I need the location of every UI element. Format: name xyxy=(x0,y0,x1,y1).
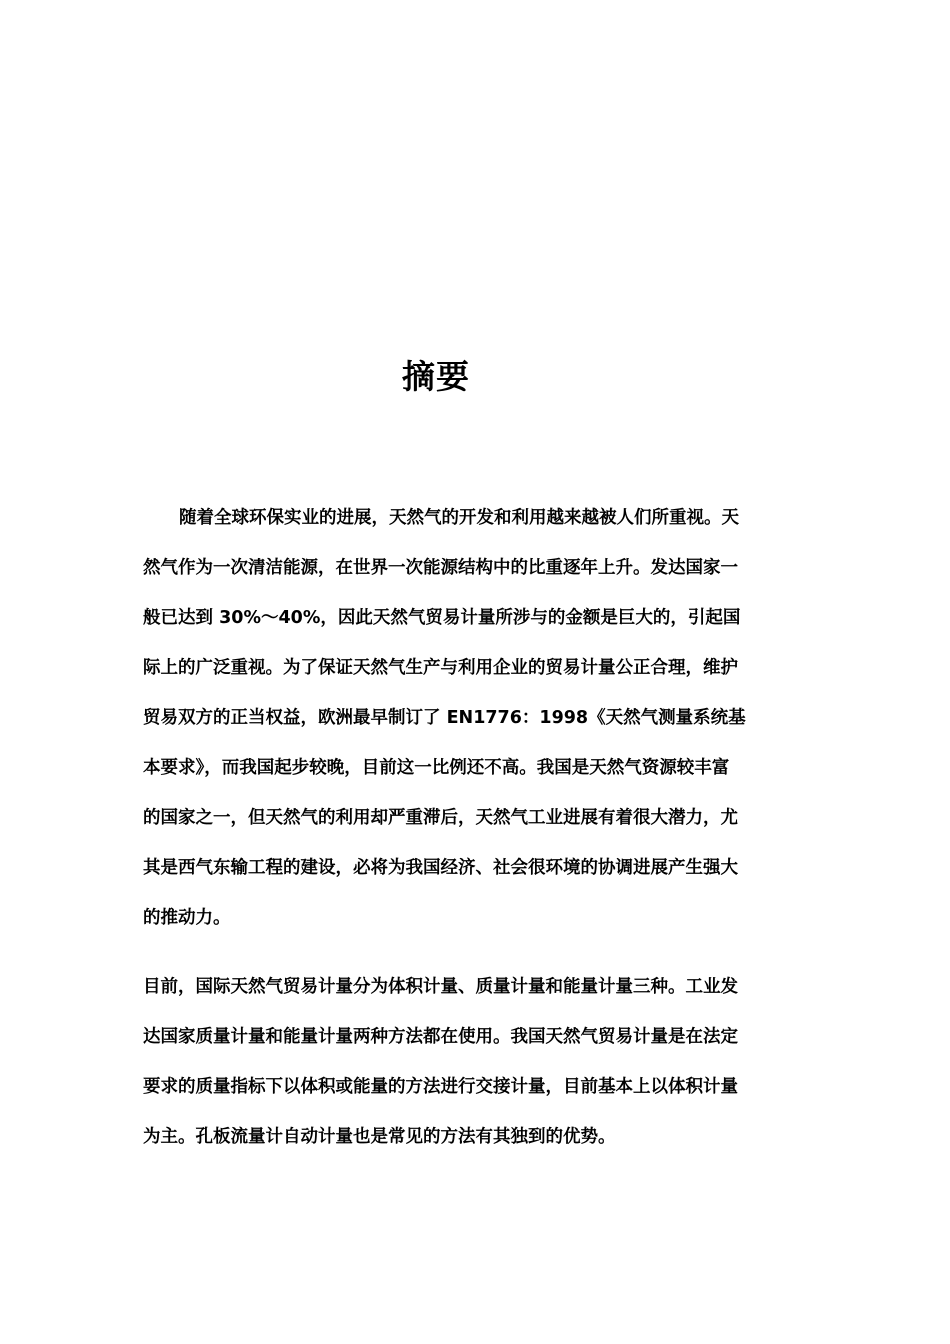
abstract-paragraph-1 xyxy=(143,493,808,943)
paragraph-line: 达国家质量计量和能量计量两种方法都在使用。我国天然气贸易计量是在法定 xyxy=(143,1027,738,1047)
paragraph-line: 的国家之一，但天然气的利用却严重滞后，天然气工业进展有着很大潜力，尤 xyxy=(143,808,738,828)
paragraph-line: 贸易双方的正当权益，欧洲最早制订了 EN1776：1998《天然气测量系统基 xyxy=(143,708,746,728)
paragraph-line: 般已达到 30%～40%，因此天然气贸易计量所涉与的金额是巨大的，引起国 xyxy=(143,608,741,628)
paragraph-line: 本要求》，而我国起步较晚，目前这一比例还不高。我国是天然气资源较丰富 xyxy=(143,758,730,778)
paragraph-line: 的推动力。 xyxy=(143,908,231,928)
paragraph-line: 目前，国际天然气贸易计量分为体积计量、质量计量和能量计量三种。工业发 xyxy=(143,977,738,997)
paragraph-line: 为主。孔板流量计自动计量也是常见的方法有其独到的优势。 xyxy=(143,1127,616,1147)
abstract-paragraph-2 xyxy=(143,962,808,1162)
paragraph-line: 然气作为一次清洁能源，在世界一次能源结构中的比重逐年上升。发达国家一 xyxy=(143,558,738,578)
paragraph-line: 要求的质量指标下以体积或能量的方法进行交接计量，目前基本上以体积计量 xyxy=(143,1077,738,1097)
paragraph-line: 随着全球环保实业的进展，天然气的开发和利用越来越被人们所重视。天 xyxy=(179,508,739,528)
page-title: 摘要 xyxy=(402,357,470,396)
paragraph-line: 其是西气东输工程的建设，必将为我国经济、社会很环境的协调进展产生强大 xyxy=(143,858,738,878)
paragraph-line: 际上的广泛重视。为了保证天然气生产与利用企业的贸易计量公正合理，维护 xyxy=(143,658,738,678)
